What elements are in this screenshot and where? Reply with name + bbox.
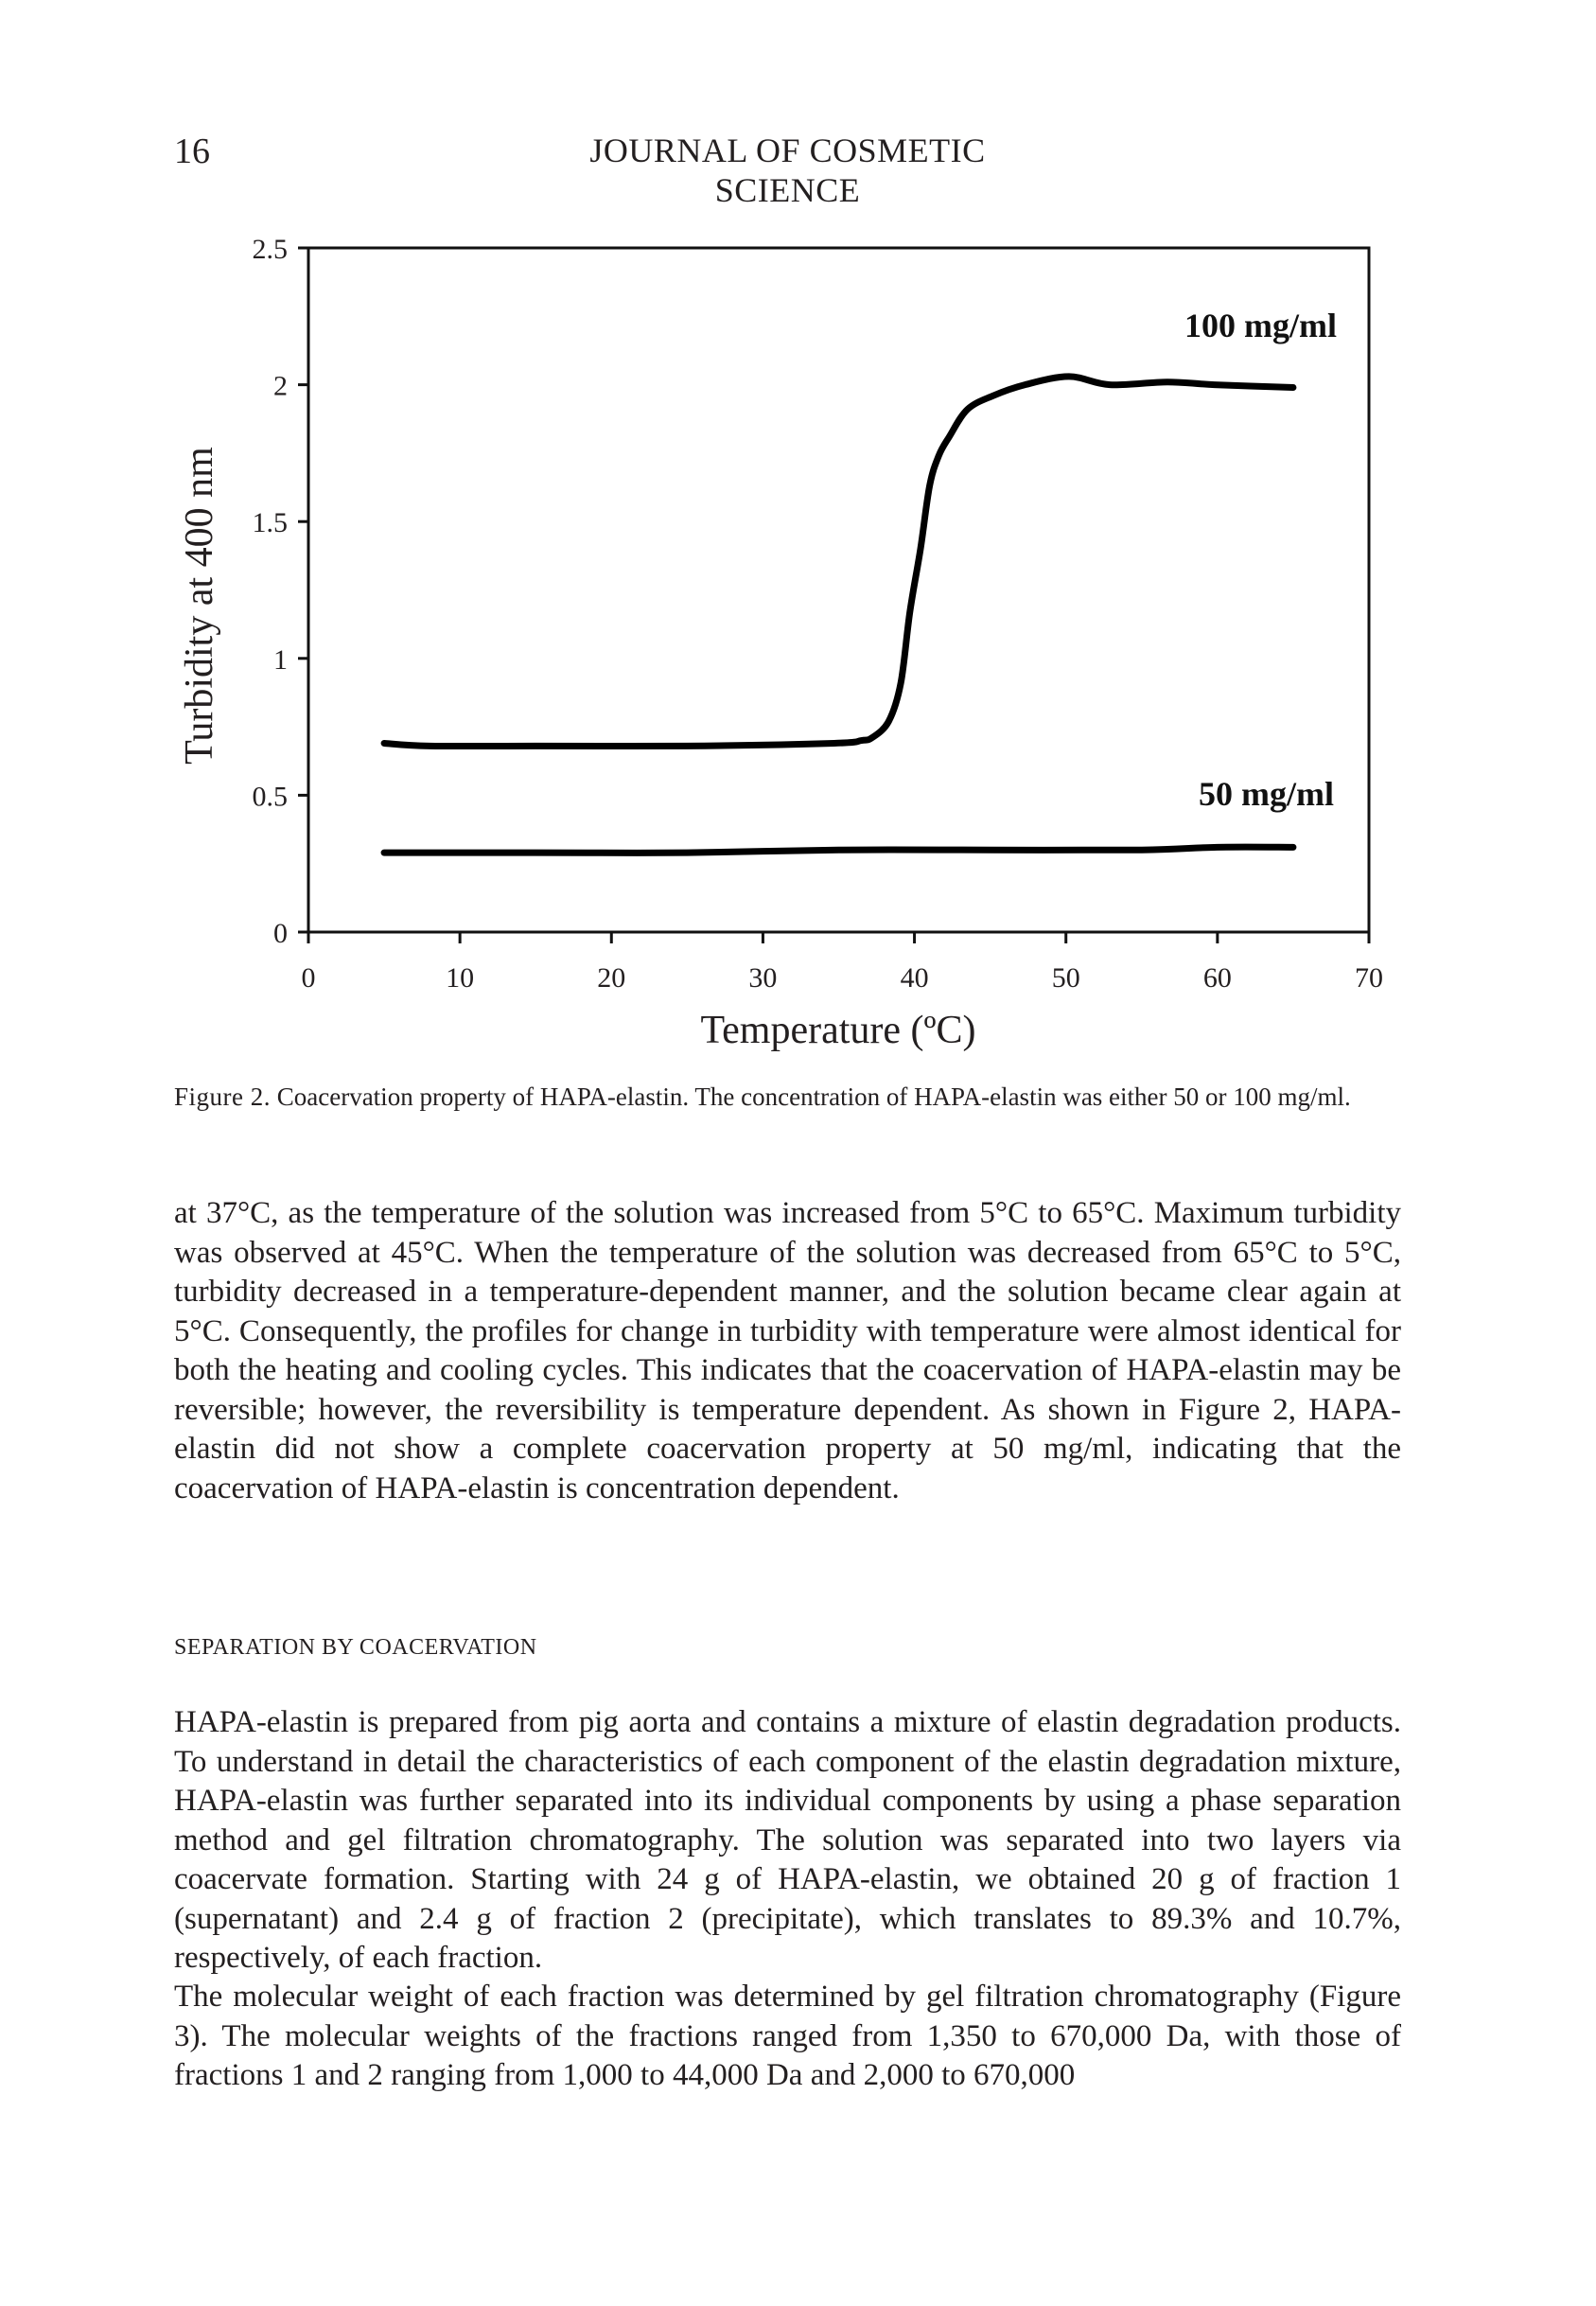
y-tick-label: 1.5 (252, 507, 288, 539)
y-tick-label: 0.5 (252, 781, 288, 813)
x-tick-label: 10 (446, 962, 475, 994)
chart-labels (178, 234, 1383, 1052)
series-label: 100 mg/ml (1184, 307, 1337, 344)
body-paragraph-2 (174, 1703, 1401, 1979)
x-tick-label: 40 (900, 962, 929, 994)
figure-caption-text: Coacervation property of HAPA-elastin. The concentration of HAPA-elastin was either 50 or 100 mg/ml. (276, 1083, 1351, 1111)
y-tick-label: 1 (273, 643, 288, 676)
x-tick-label: 70 (1355, 962, 1383, 994)
journal-title: JOURNAL OF COSMETIC SCIENCE (589, 132, 986, 209)
figure-caption (174, 1079, 1401, 1115)
y-tick-label: 2.5 (252, 234, 288, 265)
figure-2 (0, 227, 1596, 1060)
y-tick-label: 0 (273, 918, 288, 949)
figure-label: Figure 2. (174, 1083, 271, 1111)
paragraph-text: at 37°C, as the temperature of the solution was increased from 5°C to 65°C. Maximum turbidity was observed at 45°C. When the temperature of the solution was decreased from 65°C to 5°C, turbidity decreased in a temperature-dependent manner, and the solution became clear again at 5°C. Consequently, the profiles for change in turbidity with temperature were almost identical for both the heating and cooling cycles. This indicates that the coacervation of HAPA-elastin may be reversible; however, the reversibility is temperature dependent. As shown in Figure 2, HAPA-elastin did not show a complete coacervation property at 50 mg/ml, indicating that the coacervation of HAPA-elastin is concentration dependent. (174, 1196, 1401, 1505)
x-tick-label: 30 (748, 962, 778, 994)
turbidity-chart (0, 227, 1596, 1060)
x-tick-label: 50 (1051, 962, 1080, 994)
body-paragraph-1 (174, 1194, 1401, 1508)
x-tick-label: 20 (597, 962, 626, 994)
running-head (0, 131, 1596, 209)
paragraph-text: The molecular weight of each fraction was determined by gel filtration chromatography (Figure 3). The molecular weights of the fractions ranged from 1,350 to 670,000 Da, with those of fractions 1 and 2 ranging from 1,000 to 44,000 Da and 2,000 to 670,000 (174, 1980, 1401, 2092)
series-label: 50 mg/ml (1199, 775, 1334, 813)
y-tick-label: 2 (273, 370, 288, 402)
page-number: 16 (174, 132, 210, 171)
x-tick-label: 60 (1202, 962, 1232, 994)
paragraph-text: HAPA-elastin is prepared from pig aorta and contains a mixture of elastin degradation products. To understand in detail the characteristics of each component of the elastin degradation mixture, HAPA-elastin was further separated into its individual components by using a phase separation method and gel filtration chromatography. The solution was separated into two layers via coacervate formation. Starting with 24 g of HAPA-elastin, we obtained 20 g of fraction 1 (supernatant) and 2.4 g of fraction 2 (precipitate), which translates to 89.3% and 10.7%, respectively, of each fraction. (174, 1705, 1401, 1975)
body-paragraph-3 (174, 1978, 1401, 2096)
x-tick-label: 0 (301, 962, 316, 994)
chart-series (384, 377, 1293, 853)
section-heading: SEPARATION BY COACERVATION (174, 1635, 537, 1660)
y-axis-title: Turbidity at 400 nm (178, 447, 221, 765)
series-line-50-mg-ml (384, 847, 1293, 853)
x-axis-title: Temperature (ºC) (700, 1009, 976, 1052)
chart-axes (298, 248, 1369, 943)
series-line-100-mg-ml (384, 377, 1293, 747)
plot-frame (308, 248, 1369, 932)
